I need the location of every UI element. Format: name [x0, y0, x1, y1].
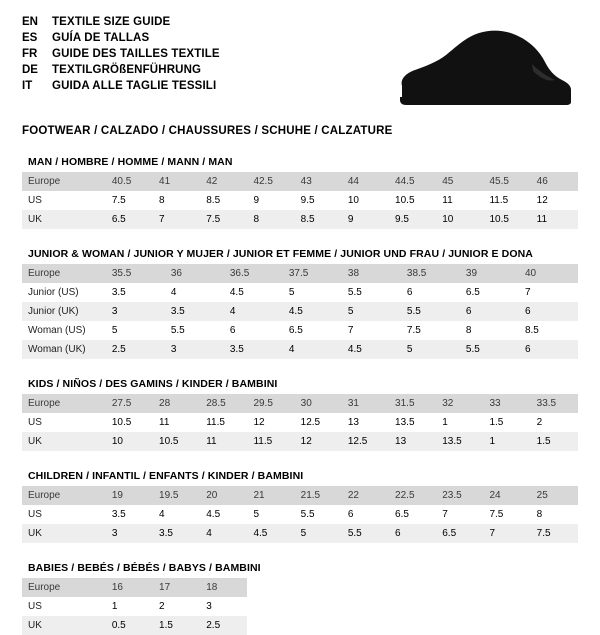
cell-empty [483, 616, 530, 635]
cell: 4 [224, 302, 283, 321]
group-junior-woman [22, 248, 578, 359]
table-row [22, 302, 578, 321]
cell: 7 [524, 287, 531, 298]
cell: 3 [106, 302, 165, 321]
cell: 8 [159, 195, 165, 206]
table-row [22, 616, 578, 635]
cell: 7.5 [531, 524, 578, 543]
cell: 2 [159, 601, 165, 612]
cell: 5 [295, 524, 342, 543]
cell: 31.5 [389, 394, 436, 413]
cell: 10.5 [395, 195, 415, 206]
cell: 30 [295, 394, 342, 413]
cell: 5 [288, 287, 295, 298]
table-row [22, 394, 578, 413]
cell: 13 [389, 432, 436, 451]
language-row [22, 48, 220, 61]
cell: 12 [295, 432, 342, 451]
cell: 7.5 [200, 210, 247, 229]
cell: 32 [436, 394, 483, 413]
cell: 5.5 [300, 509, 315, 520]
cell: 0.5 [106, 616, 153, 635]
group-title: CHILDREN / INFANTIL / ENFANTS / KINDER / BAMBINI [28, 470, 304, 482]
cell: 36.5 [224, 264, 283, 283]
row-label: US [28, 195, 42, 206]
row-label: UK [22, 432, 106, 451]
cell: 3 [106, 524, 153, 543]
cell: 3.5 [111, 509, 126, 520]
cell: 3 [165, 340, 224, 359]
table-row [22, 486, 578, 505]
cell: 7.5 [489, 509, 504, 520]
cell: 40 [519, 264, 578, 283]
cell: 13.5 [436, 432, 483, 451]
cell: 4.5 [229, 287, 244, 298]
cell: 12 [253, 417, 265, 428]
cell: 6.5 [106, 210, 153, 229]
language-row [22, 64, 220, 77]
cell: 5.5 [401, 302, 460, 321]
table-row [22, 413, 578, 432]
cell: 24 [483, 486, 530, 505]
group-title: MAN / HOMBRE / HOMME / MANN / MAN [28, 156, 233, 168]
cell: 1.5 [531, 432, 578, 451]
group-kids [22, 378, 578, 451]
cell: 6.5 [395, 509, 409, 520]
cell: 10 [347, 195, 359, 206]
cell: 11 [442, 195, 453, 206]
cell-empty [295, 578, 342, 597]
row-label: UK [22, 524, 106, 543]
group-title: KIDS / NIÑOS / DES GAMINS / KINDER / BAMBINI [28, 378, 278, 390]
cell: 5.5 [342, 524, 389, 543]
table-row [22, 321, 578, 340]
row-label: UK [22, 616, 106, 635]
cell: 21.5 [295, 486, 342, 505]
cell: 5 [342, 302, 401, 321]
language-titles [22, 16, 220, 93]
cell: 7 [483, 524, 530, 543]
cell: 3.5 [165, 302, 224, 321]
cell: 12 [536, 195, 548, 206]
row-label: Europe [22, 264, 106, 283]
cell-empty [531, 578, 578, 597]
cell-empty [436, 616, 483, 635]
cell-empty [389, 616, 436, 635]
cell: 6 [347, 509, 354, 520]
row-label: Europe [22, 394, 106, 413]
cell: 4 [283, 340, 342, 359]
language-title: TEXTILGRÖßENFÜHRUNG [52, 64, 202, 76]
cell-empty [531, 616, 578, 635]
cell: 1 [483, 432, 530, 451]
cell-empty [436, 578, 483, 597]
cell: 42 [200, 172, 247, 191]
cell: 28.5 [200, 394, 247, 413]
table-row [22, 524, 578, 543]
cell: 7.5 [111, 195, 126, 206]
cell: 18 [200, 578, 247, 597]
cell: 4.5 [247, 524, 294, 543]
cell: 45 [436, 172, 483, 191]
table-row [22, 191, 578, 210]
cell: 23.5 [436, 486, 483, 505]
cell: 5 [253, 509, 259, 520]
cell: 1.5 [489, 417, 504, 428]
dress-shoe-icon [382, 24, 572, 110]
cell: 10.5 [111, 417, 132, 428]
cell: 4.5 [283, 302, 342, 321]
cell-empty [342, 578, 389, 597]
cell-empty [389, 578, 436, 597]
cell: 4 [200, 524, 247, 543]
cell: 25 [531, 486, 578, 505]
row-label: Junior (US) [28, 287, 79, 298]
cell: 2 [536, 417, 543, 428]
cell-empty [483, 578, 530, 597]
language-title: GUIDA ALLE TAGLIE TESSILI [52, 80, 217, 92]
row-label: Junior (UK) [22, 302, 106, 321]
table-row [22, 578, 578, 597]
cell: 6 [460, 302, 519, 321]
cell: 1 [111, 601, 118, 612]
language-code: FR [22, 48, 38, 60]
cell: 4 [159, 509, 165, 520]
page-header [22, 16, 578, 110]
cell: 22 [342, 486, 389, 505]
table-row [22, 505, 578, 524]
cell: 7 [442, 509, 448, 520]
cell: 1 [442, 417, 448, 428]
cell: 46 [531, 172, 578, 191]
cell-empty [295, 616, 342, 635]
cell: 9.5 [300, 195, 315, 206]
cell: 3.5 [153, 524, 200, 543]
language-row [22, 80, 220, 93]
cell: 17 [153, 578, 200, 597]
cell: 5.5 [460, 340, 519, 359]
cell: 12.5 [300, 417, 321, 428]
cell: 45.5 [483, 172, 530, 191]
cell: 6 [229, 325, 236, 336]
cell: 5 [111, 325, 118, 336]
group-babies [22, 562, 578, 635]
cell: 36 [165, 264, 224, 283]
cell: 11 [200, 432, 247, 451]
cell: 33 [483, 394, 530, 413]
cell: 44.5 [389, 172, 436, 191]
cell: 3 [206, 601, 212, 612]
language-code: DE [22, 64, 38, 76]
size-table-junior-woman [22, 264, 578, 359]
cell: 8.5 [524, 325, 539, 336]
cell: 8 [465, 325, 472, 336]
cell: 8.5 [206, 195, 221, 206]
cell: 41 [153, 172, 200, 191]
language-code: IT [22, 80, 33, 92]
cell: 13 [347, 417, 359, 428]
cell: 6 [519, 302, 578, 321]
cell: 33.5 [531, 394, 578, 413]
cell: 1.5 [153, 616, 200, 635]
cell: 11.5 [247, 432, 294, 451]
cell: 8 [536, 509, 543, 520]
cell-empty [247, 616, 294, 635]
table-row [22, 210, 578, 229]
row-label: Woman (US) [28, 325, 86, 336]
cell: 5 [401, 340, 460, 359]
row-label: Europe [22, 578, 106, 597]
table-row [22, 264, 578, 283]
table-row [22, 340, 578, 359]
cell: 7.5 [406, 325, 421, 336]
cell: 27.5 [106, 394, 153, 413]
cell: 6 [389, 524, 436, 543]
cell: 10 [106, 432, 153, 451]
cell: 2.5 [106, 340, 165, 359]
size-table-babies [22, 578, 578, 635]
cell: 6 [406, 287, 413, 298]
cell: 39 [460, 264, 519, 283]
cell-empty [247, 578, 294, 597]
cell: 13.5 [395, 417, 415, 428]
cell: 11 [159, 417, 170, 428]
row-label: Europe [22, 486, 106, 505]
row-label: US [28, 417, 42, 428]
cell: 37.5 [283, 264, 342, 283]
group-man [22, 156, 578, 229]
cell: 10.5 [483, 210, 530, 229]
table-row [22, 283, 578, 302]
cell: 19.5 [153, 486, 200, 505]
language-title: TEXTILE SIZE GUIDE [52, 16, 171, 28]
cell: 20 [200, 486, 247, 505]
page-title: FOOTWEAR / CALZADO / CHAUSSURES / SCHUHE / CALZATURE [22, 125, 393, 137]
cell: 5.5 [347, 287, 362, 298]
cell: 4.5 [342, 340, 401, 359]
row-label: Europe [22, 172, 106, 191]
group-children [22, 470, 578, 543]
cell: 28 [153, 394, 200, 413]
size-table-kids [22, 394, 578, 451]
cell: 7 [347, 325, 354, 336]
cell: 10.5 [153, 432, 200, 451]
cell: 44 [342, 172, 389, 191]
cell: 16 [106, 578, 153, 597]
cell: 38 [342, 264, 401, 283]
group-title: JUNIOR & WOMAN / JUNIOR Y MUJER / JUNIOR ET FEMME / JUNIOR UND FRAU / JUNIOR E DONA [28, 248, 533, 260]
row-label: UK [22, 210, 106, 229]
cell: 19 [106, 486, 153, 505]
table-row [22, 432, 578, 451]
cell: 6.5 [288, 325, 303, 336]
cell: 42.5 [247, 172, 294, 191]
cell: 4 [170, 287, 177, 298]
language-title: GUIDE DES TAILLES TEXTILE [52, 48, 220, 60]
size-table-children [22, 486, 578, 543]
cell: 6.5 [465, 287, 480, 298]
cell: 5.5 [170, 325, 185, 336]
cell: 22.5 [389, 486, 436, 505]
cell: 9.5 [389, 210, 436, 229]
size-table-man [22, 172, 578, 229]
cell: 40.5 [106, 172, 153, 191]
row-label: US [28, 509, 42, 520]
cell: 12.5 [342, 432, 389, 451]
language-title: GUÍA DE TALLAS [52, 32, 150, 44]
group-title: BABIES / BEBÉS / BÉBÉS / BABYS / BAMBINI [28, 562, 261, 574]
cell: 11 [531, 210, 578, 229]
cell: 7 [153, 210, 200, 229]
language-code: EN [22, 16, 38, 28]
cell: 35.5 [106, 264, 165, 283]
cell: 29.5 [247, 394, 294, 413]
cell: 9 [342, 210, 389, 229]
cell: 4.5 [206, 509, 221, 520]
cell: 3.5 [224, 340, 283, 359]
cell-empty [342, 616, 389, 635]
cell: 2.5 [200, 616, 247, 635]
cell: 31 [342, 394, 389, 413]
cell: 43 [295, 172, 342, 191]
table-row [22, 172, 578, 191]
language-row [22, 16, 220, 29]
cell: 8 [247, 210, 294, 229]
cell: 21 [247, 486, 294, 505]
cell: 6 [519, 340, 578, 359]
cell: 38.5 [401, 264, 460, 283]
cell: 11.5 [489, 195, 509, 206]
row-label: Woman (UK) [22, 340, 106, 359]
language-row [22, 32, 220, 45]
cell: 6.5 [436, 524, 483, 543]
language-code: ES [22, 32, 38, 44]
cell: 3.5 [111, 287, 126, 298]
cell: 9 [253, 195, 259, 206]
cell: 8.5 [295, 210, 342, 229]
row-label: US [28, 601, 42, 612]
cell: 10 [436, 210, 483, 229]
cell: 11.5 [206, 417, 225, 428]
